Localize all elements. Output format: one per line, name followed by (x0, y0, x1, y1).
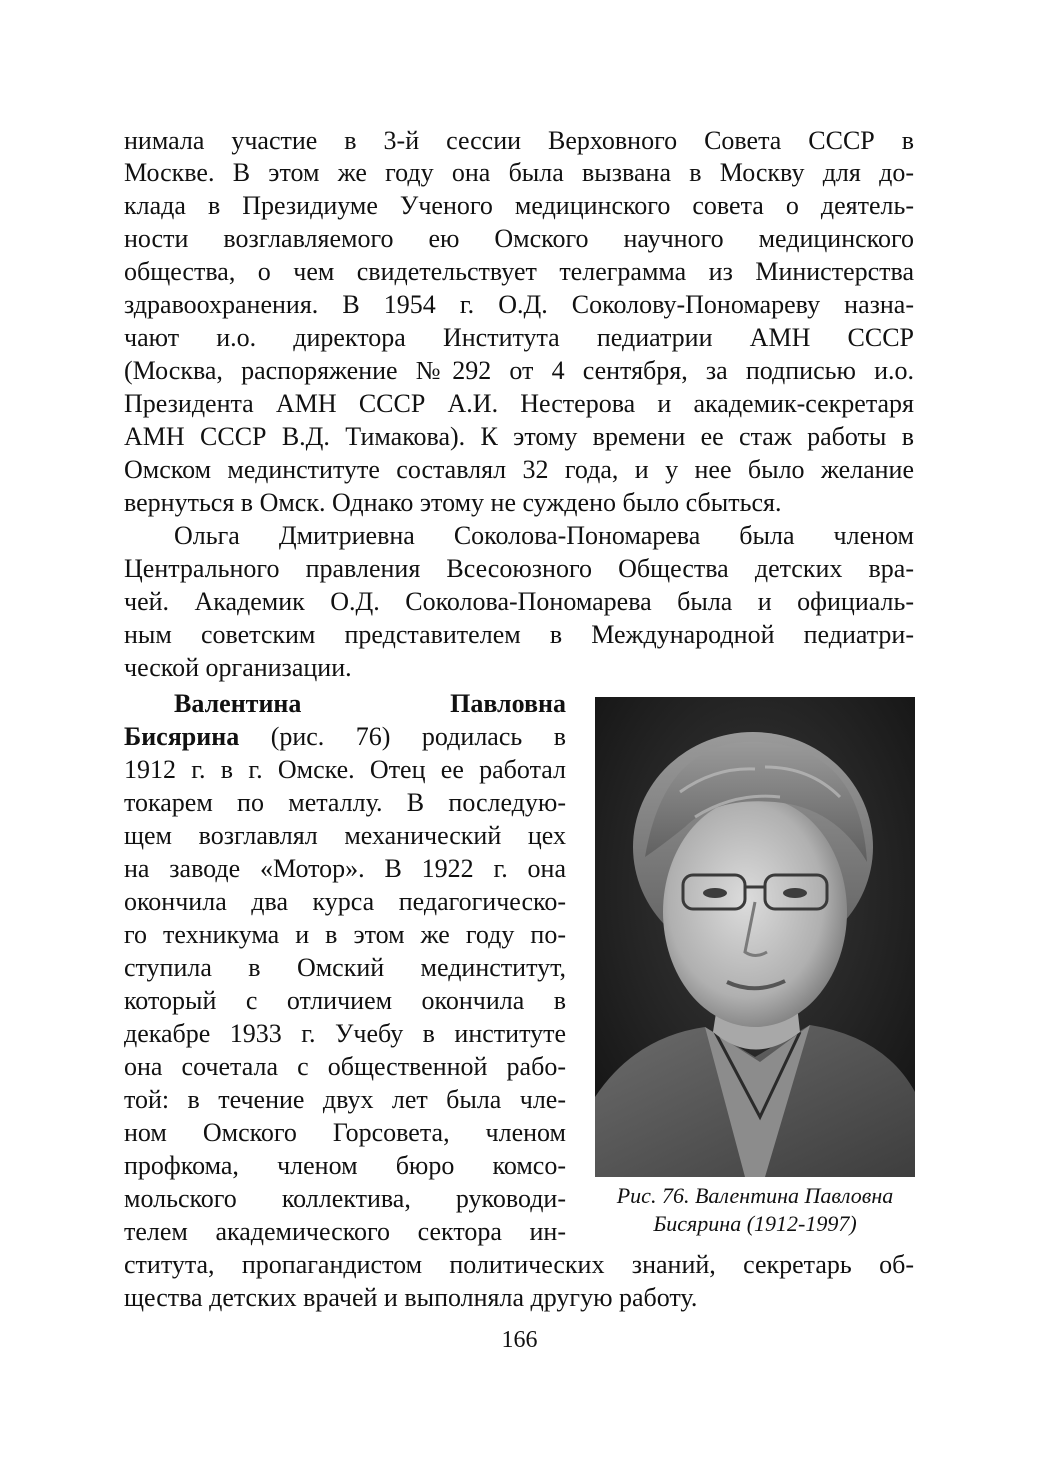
text-line: ном Омского Горсовета, членом (124, 1118, 566, 1147)
text-line: вернуться в Омск. Однако этому не суждено было сбыться. (124, 488, 782, 517)
text-line: который с отличием окончила в (124, 986, 566, 1015)
text-line: Омском мединституте составлял 32 года, и у нее было желание (124, 455, 914, 484)
first-name: Валентина (174, 689, 302, 718)
text-line (124, 721, 566, 753)
figure-caption-line: Рис. 76. Валентина Павловна (616, 1183, 894, 1208)
text-fragment: (рис. 76) родилась в (239, 722, 566, 751)
page-number: 166 (501, 1327, 538, 1353)
text-line: щества детских врачей и выполняла другую работу. (124, 1283, 698, 1312)
text-line: ческой организации. (124, 653, 352, 682)
text-line: мольского коллектива, руководи- (124, 1184, 566, 1213)
text-line: ности возглавляемого ею Омского научного медицинского (124, 224, 914, 253)
text-line: она сочетала с общественной рабо- (124, 1052, 566, 1081)
middle-name: Павловна (450, 689, 566, 718)
text-line: 1912 г. в г. Омске. Отец ее работал (124, 755, 566, 784)
portrait-photo (595, 697, 915, 1177)
text-line: (Москва, распоряжение №292 от 4 сентября, за подписью и.о. (124, 356, 914, 385)
text-line: той: в течение двух лет была чле- (124, 1085, 566, 1114)
text-line: Президента АМН СССР А.И. Нестерова и академик-секретаря (124, 389, 914, 418)
text-line: ститута, пропагандистом политических знаний, секретарь об- (124, 1250, 914, 1279)
text-line: ным советским представителем в Международной педиатри- (124, 620, 914, 649)
text-line: Центрального правления Всесоюзного Общества детских вра- (124, 554, 914, 583)
text-line: здравоохранения. В 1954 г. О.Д. Соколову-Пономареву назна- (124, 290, 914, 319)
text-line: профкома, членом бюро комсо- (124, 1151, 566, 1180)
text-line: Ольга Дмитриевна Соколова-Пономарева была членом (174, 521, 914, 550)
text-line: токарем по металлу. В последую- (124, 788, 566, 817)
text-line: телем академического сектора ин- (124, 1217, 566, 1246)
text-line: АМН СССР В.Д. Тимакова). К этому времени ее стаж работы в (124, 422, 914, 451)
last-name: Бисярина (124, 722, 240, 751)
text-line: клада в Президиуме Ученого медицинского совета о деятель- (124, 191, 914, 220)
text-line: Москве. В этом же году она была вызвана в Москву для до- (124, 158, 914, 187)
text-line: чают и.о. директора Института педиатрии АМН СССР (124, 323, 914, 352)
text-line: нимала участие в 3-й сессии Верховного Совета СССР в (124, 126, 914, 155)
text-line: щем возглавлял механический цех (124, 821, 566, 850)
person-name-line (174, 688, 566, 720)
text-line: го техникума и в этом же году по- (124, 920, 566, 949)
portrait-illustration (595, 697, 915, 1177)
text-line: ступила в Омский мединститут, (124, 953, 566, 982)
text-line: на заводе «Мотор». В 1922 г. она (124, 854, 566, 883)
text-line: чей. Академик О.Д. Соколова-Пономарева была и официаль- (124, 587, 914, 616)
text-line: окончила два курса педагогическо- (124, 887, 566, 916)
figure-caption-line: Бисярина (1912-1997) (653, 1211, 857, 1236)
text-line: общества, о чем свидетельствует телеграмма из Министерства (124, 257, 914, 286)
text-line: декабре 1933 г. Учебу в институте (124, 1019, 566, 1048)
